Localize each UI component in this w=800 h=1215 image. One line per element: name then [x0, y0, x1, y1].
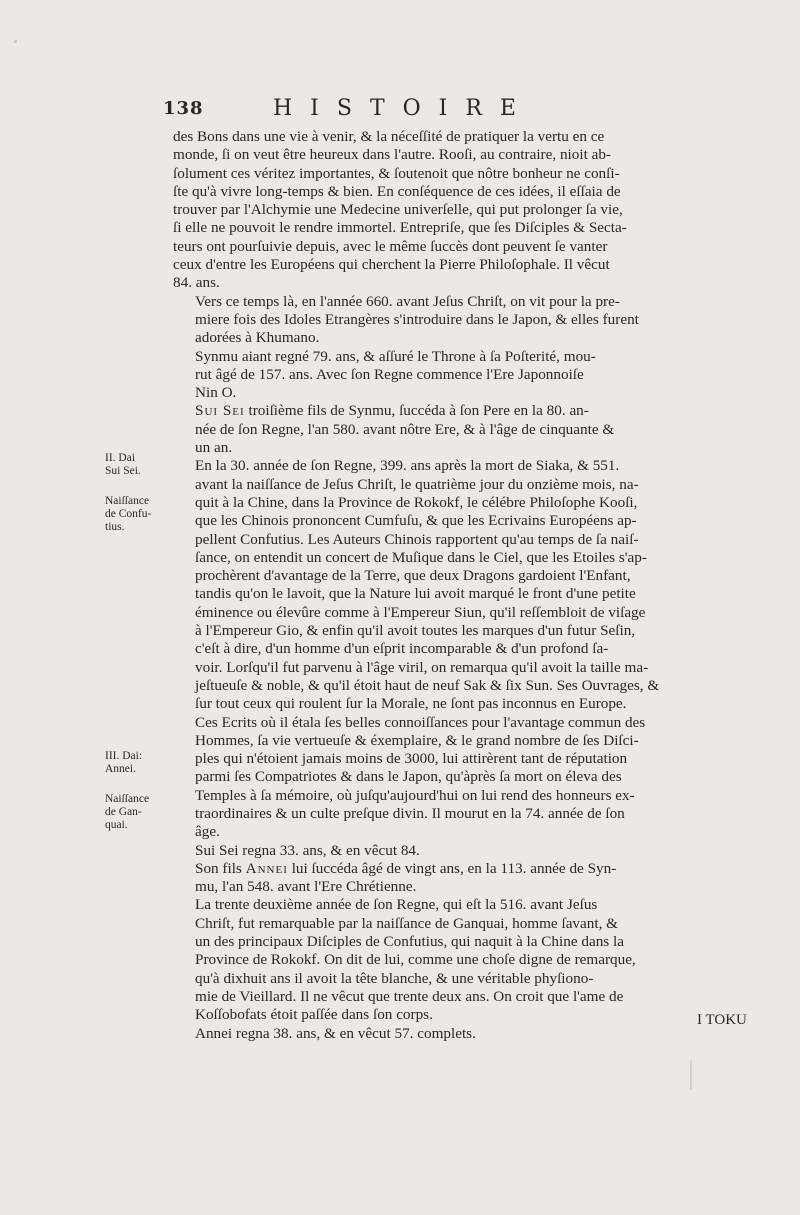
text-line: âge.	[195, 823, 220, 841]
text-line: rut âgé de 157. ans. Avec ſon Regne commence l'Ere Japonnoiſe	[195, 365, 584, 383]
text-line: Hommes, ſa vie vertueuſe & éxemplaire, & le grand nombre de ſes Diſci-	[195, 731, 639, 749]
text-line: teurs ont pourſuivie depuis, avec le même ſuccès dont peuvent ſe vanter	[173, 237, 608, 255]
margin-note	[105, 452, 169, 478]
margin-note-line: Annei.	[105, 763, 136, 775]
text-line: ſur tout ceux qui roulent ſur la Morale, ne ſont pas inconnus en Europe.	[195, 695, 627, 713]
paragraph	[173, 457, 753, 841]
text-line: mie de Vieillard. Il ne vêcut que trente deux ans. On croit que l'ame de	[195, 987, 624, 1005]
text-line: mu, l'an 548. avant l'Ere Chrétienne.	[195, 878, 417, 896]
text-line: un an.	[195, 439, 233, 457]
text-line: trouver par l'Alchymie une Medecine univerſelle, qui put prolonger ſa vie,	[173, 201, 623, 219]
text-line: un des principaux Diſciples de Confutius, qui naquit à la Chine dans la	[195, 933, 624, 951]
text-line: ſte qu'à vivre long-temps & bien. En conſéquence de ces idées, il eſſaia de	[173, 182, 621, 200]
paper-speck	[14, 40, 17, 43]
margin-note-line: quai.	[105, 819, 128, 831]
margin-note-line: II. Dai	[105, 452, 136, 464]
margin-note-line: de Confu-	[105, 508, 152, 520]
margin-note-line: de Gan-	[105, 806, 142, 818]
text-line: Vers ce temps là, en l'année 660. avant Jeſus Chriſt, on vit pour la pre-	[195, 292, 620, 310]
line-text: lui ſuccéda âgé de vingt ans, en la 113. année de Syn-	[287, 859, 617, 877]
margin-note-line: tius.	[105, 521, 125, 533]
paragraph	[173, 842, 753, 860]
text-line: éminence ou élevûre comme à l'Empereur Siun, qu'il reſſembloit de viſage	[195, 603, 646, 621]
text-line: Koſſobofats étoit paſſée dans ſon corps.	[195, 1006, 433, 1024]
text-line: prochèrent d'avantage de la Terre, que deux Dragons gardoient l'Enfant,	[195, 567, 631, 585]
text-line: c'eſt à dire, d'un homme d'un eſprit incomparable & d'un profond ſa-	[195, 640, 609, 658]
text-line: Synmu aiant regné 79. ans, & aſſuré le Throne à ſa Poſterité, mou-	[195, 347, 596, 365]
paragraph	[173, 128, 753, 293]
text-line: Annei regna 38. ans, & en vêcut 57. complets.	[195, 1024, 476, 1042]
page-header	[163, 98, 663, 124]
text-line: ſolument ces véritez importantes, & ſoutenoit que nôtre bonheur ne conſi-	[173, 164, 620, 182]
text-line: à l'Empereur Gio, & enfin qu'il avoit toutes les marques d'un futur Seſin,	[195, 622, 636, 640]
margin-note-line: Sui Sei.	[105, 465, 141, 477]
text-line: 84. ans.	[173, 274, 220, 292]
margin-note	[105, 495, 169, 534]
text-line: Ces Ecrits où il étala ſes belles connoiſſances pour l'avantage commun des	[195, 713, 646, 731]
text-line: jeſtueuſe & noble, & qu'il étoit haut de neuf Sak & ſix Sun. Ses Ouvrages, &	[195, 676, 660, 694]
paper-mark	[690, 1060, 692, 1090]
text-line: que les Chinois prononcent Cumfuſu, & que les Ecrivains Européens ap-	[195, 512, 637, 530]
margin-note	[105, 750, 169, 776]
margin-note	[105, 793, 169, 832]
text-line: voir. Lorſqu'il fut parvenu à l'âge viril, on remarqua qu'il avoit la taille ma-	[195, 658, 649, 676]
text-line: adorées à Khumano.	[195, 329, 320, 347]
paragraph	[173, 896, 753, 1024]
text-line: Sui Sei regna 33. ans, & en vêcut 84.	[195, 841, 420, 859]
text-line: En la 30. année de ſon Regne, 399. ans après la mort de Siaka, & 551.	[195, 457, 620, 475]
paragraph	[173, 402, 753, 457]
margin-note-line: Naiſſance	[105, 793, 150, 805]
text-line: ſi elle ne pouvoit le rendre immortel. Entrepriſe, que ſes Diſciples & Secta-	[173, 219, 627, 237]
paragraph	[173, 1025, 753, 1043]
line-text: troiſième fils de Synmu, ſuccéda à ſon Pere en la 80. an-	[244, 402, 589, 420]
catchword: I TOKU	[697, 1012, 747, 1028]
text-line: traordinaires & un culte preſque divin. Il mourut en la 74. année de ſon	[195, 804, 625, 822]
paragraph	[173, 860, 753, 897]
ruler-name: Sui Sei	[195, 402, 245, 420]
page-number: 138	[163, 98, 204, 119]
text-line: parmi ſes Compatriotes & dans le Japon, qu'àprès ſa mort on éleva des	[195, 768, 622, 786]
paragraph	[173, 348, 753, 403]
text-line: La trente deuxième année de ſon Regne, qui eſt la 516. avant Jeſus	[195, 896, 598, 914]
text-line: qu'à dixhuit ans il avoit la tête blanche, & une véritable phyſiono-	[195, 969, 594, 987]
ruler-name: Annei	[245, 859, 288, 877]
text-line: tandis qu'on le lavoit, que la Nature lui avoit marqué le front d'une petite	[195, 585, 636, 603]
text-line: quit à la Chine, dans la Province de Rokokf, le célébre Philoſophe Kooſi,	[195, 493, 638, 511]
running-title: HISTOIRE	[273, 96, 534, 121]
text-line: Province de Rokokf. On dit de lui, comme une choſe digne de remarque,	[195, 951, 636, 969]
margin-note-line: III. Dai:	[105, 750, 143, 762]
text-line: ples qui n'étoient jamais moins de 3000, lui attirèrent tant de réputation	[195, 750, 628, 768]
text-line: Temples à ſa mémoire, où juſqu'aujourd'hui on lui rend des honneurs ex-	[195, 786, 635, 804]
paragraph	[173, 293, 753, 348]
text-line: monde, ſi on veut être heureux dans l'autre. Rooſi, au contraire, nioit ab-	[173, 146, 611, 164]
body-text	[173, 128, 753, 1043]
text-line: Chriſt, fut remarquable par la naiſſance de Ganquai, homme ſavant, &	[195, 914, 618, 932]
margin-note-line: Naiſſance	[105, 495, 150, 507]
text-line: des Bons dans une vie à venir, & la néceſſité de pratiquer la vertu en ce	[173, 128, 605, 145]
text-line: Nin O.	[195, 384, 237, 402]
text-line: née de ſon Regne, l'an 580. avant nôtre Ere, & à l'âge de cinquante &	[195, 420, 615, 438]
text-line: miere fois des Idoles Etrangères s'introduire dans le Japon, & elles furent	[195, 310, 639, 328]
text-line	[173, 402, 753, 420]
text-line: pellent Confutius. Les Auteurs Chinois rapportent qu'au temps de ſa naiſ-	[195, 530, 639, 548]
text-line: ceux d'entre les Européens qui cherchent la Pierre Philoſophale. Il vêcut	[173, 256, 610, 274]
text-line: ſance, on entendit un concert de Muſique dans le Ciel, que les Etoiles s'ap-	[195, 548, 647, 566]
text-line	[173, 860, 753, 878]
text-line: avant la naiſſance de Jeſus Chriſt, le quatrième jour du onzième mois, na-	[195, 475, 639, 493]
lead-text: Son fils	[195, 859, 246, 877]
